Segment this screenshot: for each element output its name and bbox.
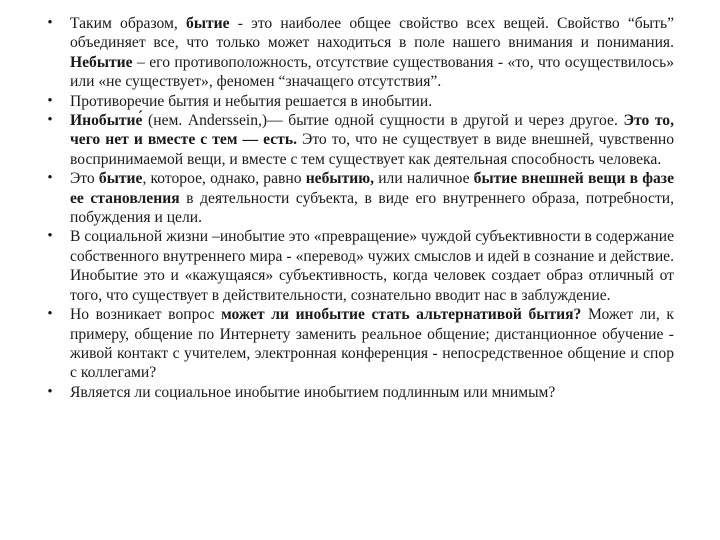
bullet-dot-icon: •: [47, 228, 53, 245]
text: Является ли социальное инобытие инобытием подлинным или мнимым?: [70, 383, 556, 401]
bullet-item: [44, 111, 674, 169]
text: в деятельности субъекта, в виде его внутреннего образа, потребности, побуждения и цели.: [70, 189, 674, 227]
bold-text: небытию,: [305, 170, 375, 188]
bullet-item: [44, 92, 674, 111]
bold-text: бытие: [186, 15, 230, 32]
bullet-item: [44, 169, 674, 227]
text: Это то, что не существует в виде внешней, чувственно воспринимаемой вещи, и вместе с тем существует как деятельная способность человека.: [70, 131, 674, 168]
bullet-dot-icon: •: [47, 170, 53, 187]
bullet-item: [44, 305, 674, 383]
bullet-dot-icon: •: [47, 306, 53, 323]
text: – его противоположность, отсутствие существования - «то, что осуществилось» или «не существует», феномен “значащего отсутствия”.: [70, 53, 674, 91]
text: В социальной жизни –инобытие это «превращение» чуждой субъективности в содержание собственного внутреннего мира - «перевод» чужих смыслов и идей в сознание и действие. Инобытие это и «кажущаяся» субъективность, когда человек создает образ отличный от того, что существует в действительности, сознательно вводит нас в заблуждение.: [70, 228, 674, 304]
text: (нем. Anderssein,)— бытие одной сущности в другой и через другое.: [142, 112, 624, 130]
bold-text: бытие внешней вещи в фазе ее становления: [70, 170, 674, 207]
text: , которое, однако, равно: [142, 170, 306, 188]
bullet-dot-icon: •: [47, 15, 53, 31]
text: или наличное: [374, 170, 474, 188]
bold-text: Это то, чего нет и вместе с тем — есть.: [70, 112, 674, 149]
bold-text: бытие: [98, 170, 143, 188]
text: - это наиболее общее свойство всех вещей. Свойство “быть” объединяет все, что только может находиться в поле нашего внимания и понимания.: [70, 15, 675, 52]
text: Но возникает вопрос: [70, 306, 222, 324]
bold-text: Небытие: [70, 53, 133, 71]
text: Таким образом,: [70, 15, 187, 32]
bullet-item: [44, 14, 674, 92]
text: Противоречие бытия и небытия решается в инобытии.: [70, 92, 433, 110]
bold-text: Инобытие́: [70, 112, 143, 130]
bold-text: может ли инобытие стать альтернативой бытия?: [221, 306, 582, 324]
text: Может ли, к примеру, общение по Интернету заменить реальное общение; дистанционное обучение - живой контакт с учителем, электронная конференция - непосредственное общение и спор с коллегами?: [70, 306, 674, 382]
bullet-dot-icon: •: [47, 92, 53, 109]
bullet-item: [44, 383, 674, 402]
bullet-item: [44, 227, 674, 305]
bullet-list: [44, 14, 674, 402]
bullet-dot-icon: •: [47, 112, 53, 129]
text: Это: [70, 170, 99, 188]
bullet-dot-icon: •: [47, 383, 53, 400]
